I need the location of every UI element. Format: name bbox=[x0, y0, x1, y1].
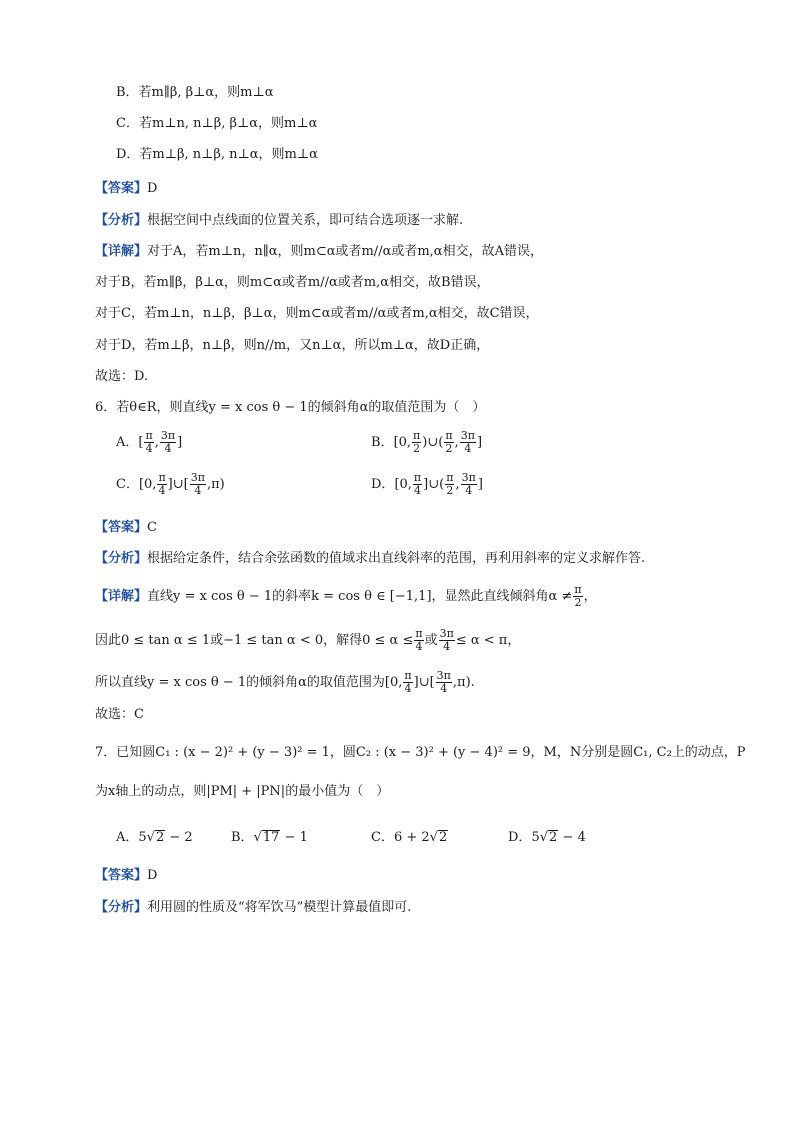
sqrt-sign: √ bbox=[253, 830, 262, 845]
q7-answer: D bbox=[147, 868, 158, 883]
q7-option-b bbox=[231, 829, 308, 847]
text: − 4 bbox=[558, 830, 586, 845]
answer-tag: 【答案】 bbox=[95, 520, 148, 535]
answer-tag: 【答案】 bbox=[95, 181, 148, 196]
q7-stem-1: 7．已知圆C₁ : (x − 2)² + (y − 3)² = 1，圆C₂ : (x − 3)² + (y − 4)² = 9，M，N分别是圆C₁, C₂上的动点，P bbox=[95, 745, 746, 760]
text: − 2 bbox=[165, 830, 193, 845]
sqrt-sign: √ bbox=[429, 830, 438, 845]
text: 5 bbox=[531, 830, 540, 845]
option-label: B． bbox=[371, 435, 394, 450]
radicand: 2 bbox=[438, 830, 448, 845]
detail-tag: 【详解】 bbox=[95, 589, 148, 604]
q6-detail-row-3 bbox=[95, 670, 475, 695]
q7-option-a bbox=[116, 829, 193, 847]
q5-option-c: C．若m⊥n, n⊥β, β⊥α，则m⊥α bbox=[116, 116, 318, 131]
q6-option-c: C．[0, $\frac{\pi}{4}$ ]∪[ $\frac{3\pi}{4}$ ,π) bbox=[116, 471, 225, 497]
q6-choose: 故选：C bbox=[95, 707, 144, 722]
analysis-tag: 【分析】 bbox=[95, 213, 148, 228]
q7-analysis: 利用圆的性质及“将军饮马”模型计算最值即可. bbox=[147, 900, 412, 915]
text: 或 bbox=[424, 633, 438, 648]
option-label: B． bbox=[231, 830, 254, 845]
q6-option-d: D．[0, $\frac{\pi}{4}$ ]∪( $\frac{\pi}{2}$ , $\frac{3\pi}{4}$ ] bbox=[371, 471, 483, 497]
q5-choose: 故选：D. bbox=[95, 369, 149, 384]
radicand: 17 bbox=[262, 830, 280, 845]
fraction: $\frac{\pi}{4}$ bbox=[404, 669, 412, 695]
text: 5 bbox=[138, 830, 147, 845]
q5-detail-row-1 bbox=[95, 243, 543, 261]
fraction: $\frac{3\pi}{4}$ bbox=[439, 627, 454, 653]
fraction: $\frac{3\pi}{4}$ bbox=[160, 429, 176, 455]
text: 6 + 2 bbox=[393, 830, 430, 845]
fraction: $\frac{\pi}{4}$ bbox=[145, 429, 153, 455]
punct: ， bbox=[583, 589, 597, 604]
text: ,π). bbox=[452, 675, 475, 690]
option-label: D． bbox=[371, 477, 395, 492]
q6-stem: 6．若θ∈R，则直线y = x cos θ − 1的倾斜角α的取值范围为（ ） bbox=[95, 400, 486, 415]
text: ]∪[ bbox=[413, 675, 435, 690]
fraction: $\frac{3\pi}{4}$ bbox=[460, 429, 475, 455]
fraction: $\frac{\pi}{2}$ bbox=[446, 471, 454, 497]
sqrt-sign: √ bbox=[146, 830, 155, 845]
q6-answer: C bbox=[147, 520, 157, 535]
fraction: $\frac{\pi}{2}$ bbox=[413, 429, 421, 455]
q6-detail-2: 因此0 ≤ tan α ≤ 1或−1 ≤ tan α < 0，解得0 ≤ α ≤ bbox=[95, 633, 414, 648]
detail-tag: 【详解】 bbox=[95, 244, 148, 259]
q7-answer-row bbox=[95, 867, 157, 885]
analysis-tag: 【分析】 bbox=[95, 551, 148, 566]
fraction: $\frac{3\pi}{4}$ bbox=[461, 471, 476, 497]
q5-analysis: 根据空间中点线面的位置关系，即可结合选项逐一求解. bbox=[147, 213, 464, 228]
q6-detail-1: 直线y = x cos θ − 1的斜率k = cos θ ∈ [−1,1]，显然此直线倾斜角α ≠ bbox=[147, 589, 573, 604]
option-label: A． bbox=[116, 435, 139, 450]
option-label: C． bbox=[371, 830, 394, 845]
q5-analysis-row bbox=[95, 212, 463, 230]
analysis-tag: 【分析】 bbox=[95, 900, 148, 915]
q7-option-d bbox=[508, 829, 586, 847]
q5-detail-3: 对于C，若m⊥n，n⊥β，β⊥α，则m⊂α或者m//α或者m,α相交，故C错误， bbox=[95, 306, 539, 321]
q6-answer-row bbox=[95, 519, 157, 537]
text: − 1 bbox=[280, 830, 308, 845]
option-label: D． bbox=[508, 830, 532, 845]
q5-answer-row bbox=[95, 180, 157, 198]
q6-detail-row-1 bbox=[95, 584, 597, 609]
q6-detail-row-2 bbox=[95, 628, 520, 653]
q6-analysis: 根据给定条件，结合余弦函数的值域求出直线斜率的范围，再利用斜率的定义求解作答. bbox=[147, 551, 646, 566]
q6-analysis-row bbox=[95, 550, 645, 568]
q5-option-d: D．若m⊥β, n⊥β, n⊥α，则m⊥α bbox=[116, 147, 318, 162]
fraction: $\frac{\pi}{4}$ bbox=[415, 627, 423, 653]
text: ≤ α < π， bbox=[455, 633, 521, 648]
option-label: C． bbox=[116, 477, 139, 492]
answer-tag: 【答案】 bbox=[95, 868, 148, 883]
q5-detail-1: 对于A，若m⊥n，n∥α，则m⊂α或者m//α或者m,α相交，故A错误， bbox=[147, 244, 543, 259]
q6-detail-3: 所以直线y = x cos θ − 1的倾斜角α的取值范围为[0, bbox=[95, 675, 403, 690]
fraction: $\frac{3\pi}{4}$ bbox=[190, 471, 205, 497]
q6-option-b: B．[0, $\frac{\pi}{2}$ )∪( $\frac{\pi}{2}$ , $\frac{3\pi}{4}$ ] bbox=[371, 429, 483, 455]
fraction: $\frac{\pi}{4}$ bbox=[158, 471, 166, 497]
q7-stem-2: 为x轴上的动点，则|PM| + |PN|的最小值为（ ） bbox=[95, 784, 390, 799]
q6-option-a: A．[ $\frac{\pi}{4}$ , $\frac{3\pi}{4}$ ] bbox=[116, 429, 183, 455]
q5-answer: D bbox=[147, 181, 158, 196]
fraction: $\frac{\pi}{2}$ bbox=[574, 583, 582, 609]
q7-analysis-row bbox=[95, 899, 411, 917]
radicand: 2 bbox=[549, 830, 558, 845]
radicand: 2 bbox=[155, 830, 165, 845]
fraction: $\frac{\pi}{2}$ bbox=[445, 429, 453, 455]
q5-detail-2: 对于B，若m∥β，β⊥α，则m⊂α或者m//α或者m,α相交，故B错误， bbox=[95, 275, 490, 290]
fraction: $\frac{\pi}{4}$ bbox=[413, 471, 422, 497]
fraction: $\frac{3\pi}{4}$ bbox=[436, 669, 451, 695]
q7-option-c bbox=[371, 829, 448, 847]
q5-detail-4: 对于D，若m⊥β，n⊥β，则n//m，又n⊥α，所以m⊥α，故D正确， bbox=[95, 338, 490, 353]
sqrt-sign: √ bbox=[539, 830, 549, 845]
q5-option-b: B．若m∥β, β⊥α，则m⊥α bbox=[116, 85, 274, 100]
option-label: A． bbox=[116, 830, 139, 845]
